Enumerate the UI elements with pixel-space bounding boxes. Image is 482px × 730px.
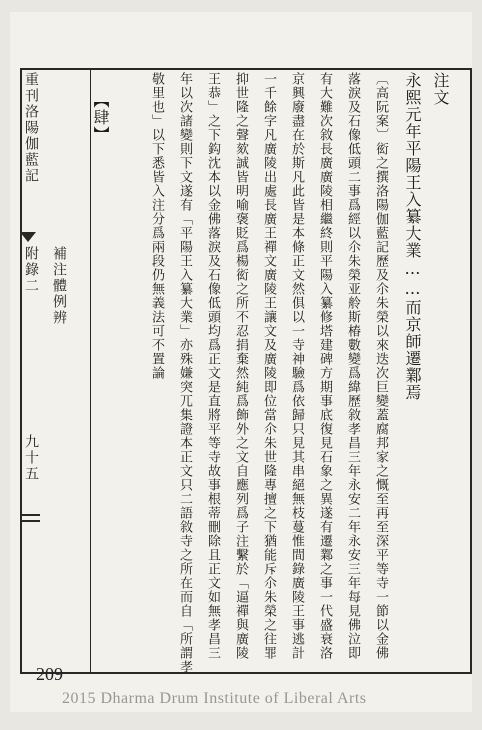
section-marker: 【肆】 [91,92,110,143]
text-line: 一千餘字凡廣陵出處長廣王禪文廣陵王讓文及廣陵即位當尒朱世隆專擅之下猶能斥尒朱榮之往罪 [261,72,276,660]
text-line: 〔高阮案〕衒之撰洛陽伽藍記歷及尒朱榮以來迭次巨變蓋腐邦家之慨至再至深平等寺一節以金佛 [373,72,388,660]
margin-rule [20,520,40,522]
margin-rule [20,514,40,516]
quoted-text: 永熙元年平陽王入纂大業……而京師遷鄴焉 [403,72,422,401]
fishtail-mark [20,232,36,242]
book-title: 重刊洛陽伽藍記 [23,72,39,184]
section-label: 附錄二 [23,246,39,294]
text-line: 有大難次敘長廣廣陵相繼終則平陽入纂修塔建碑方期事底復見石象之異遂有遷鄴之事一代盛衰洛 [317,72,332,660]
text-line: 落淚及石像低頭二事爲經以尒朱榮亚舲斯椿數變爲緯歷敘孝昌三年永安二年永安三年每見佛泣即 [345,72,360,660]
subsection-label: 補注體例辨 [51,246,67,326]
margin-divider [90,70,91,672]
text-line: 王恭」之下鈎沈本以金佛落淚及石像低頭均爲正文是直將平等寺故事根蒂刪除且正文如無孝昌三 [205,72,220,660]
heading: 注文 [431,72,450,106]
text-line: 抑世隆之聲欬誠皆明喻褒貶爲楊衒之所不忍捐棄然純爲飾外之文自應列爲子注繫於「逼禪與廣陵 [233,72,248,660]
margin-page-label: 九十五 [23,434,39,482]
watermark: 2015 Dharma Drum Institute of Liberal Arts [62,690,367,707]
text-line: 京興廢盡在於斯凡此皆是本條正文然俱以一寺神驗爲依歸只見其串絕無枝蔓惟間錄廣陵王事逃計 [289,72,304,660]
text-line: 年以次諸變則下文遂有「平陽王入纂大業」亦殊嫌突兀集證本正文只二語敘寺之所在而自「所謂孝 [177,72,192,674]
text-line: 敬里也」以下悉皆入注分爲兩段仍無義法可不置論 [149,72,164,380]
page-number: 209 [36,664,63,684]
